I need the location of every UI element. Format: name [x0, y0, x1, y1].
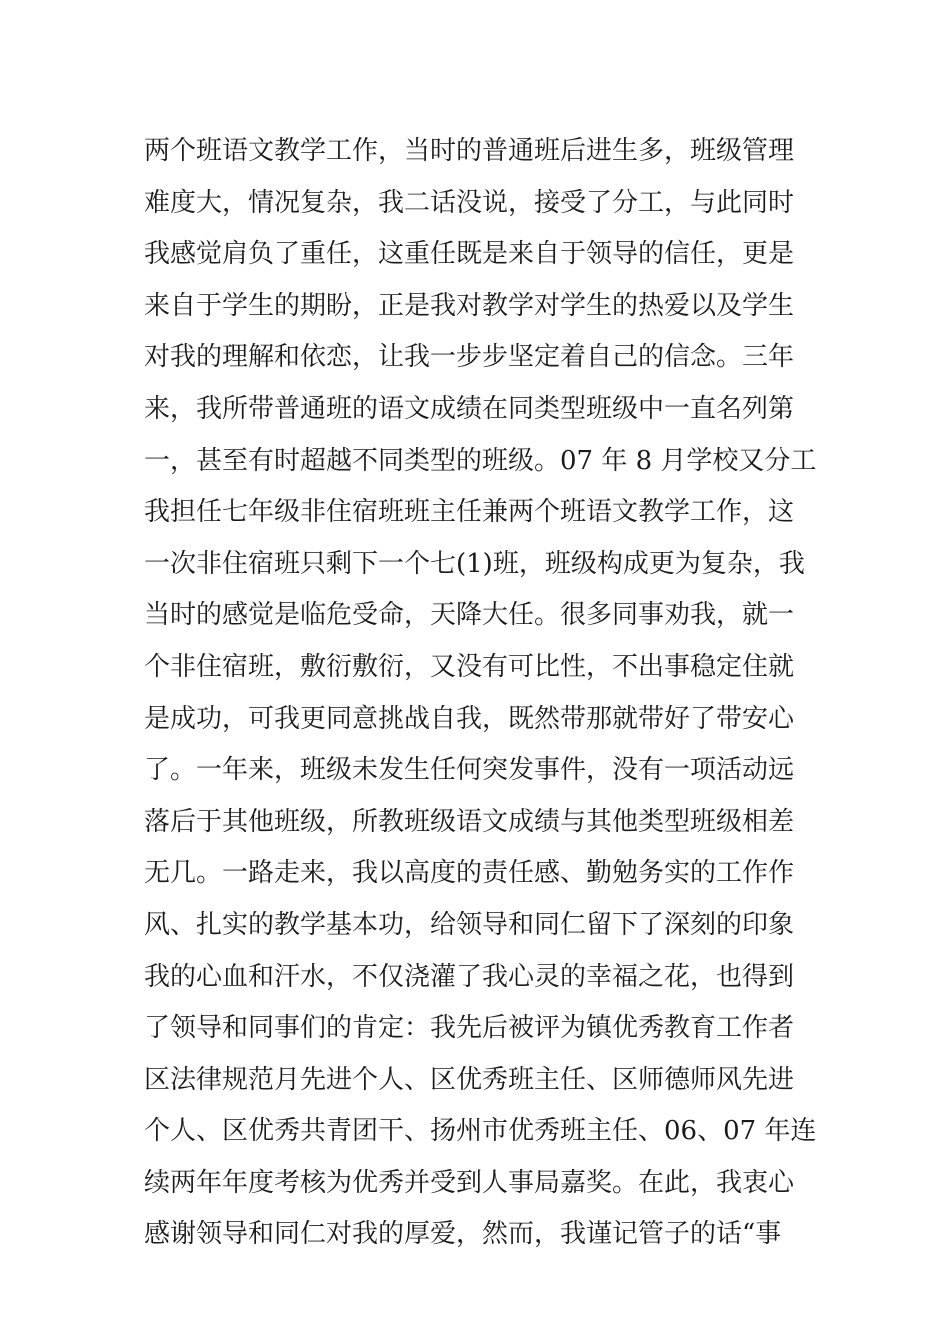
text-line: 我担任七年级非住宿班班主任兼两个班语文教学工作，这	[144, 497, 795, 528]
text-line: 来自于学生的期盼，正是我对教学对学生的热爱以及学生	[144, 290, 795, 321]
text-line: 个人、区优秀共青团干、扬州市优秀班主任、06、07 年连	[144, 1116, 817, 1147]
text-line: 了。一年来，班级未发生任何突发事件，没有一项活动远	[144, 755, 795, 786]
text-line: 了领导和同事们的肯定：我先后被评为镇优秀教育工作者	[144, 1013, 795, 1044]
text-line: 我感觉肩负了重任，这重任既是来自于领导的信任，更是	[144, 239, 795, 270]
text-line: 是成功，可我更同意挑战自我，既然带那就带好了带安心	[144, 703, 795, 734]
text-line: 一，甚至有时超越不同类型的班级。07 年 8 月学校又分工	[144, 445, 817, 476]
text-line: 个非住宿班，敷衍敷衍，又没有可比性，不出事稳定住就	[144, 651, 795, 682]
text-line: 区法律规范月先进个人、区优秀班主任、区师德师风先进	[144, 1064, 795, 1095]
body-text	[144, 126, 824, 1261]
text-line: 无几。一路走来，我以高度的责任感、勤勉务实的工作作	[144, 858, 795, 889]
text-line: 风、扎实的教学基本功，给领导和同仁留下了深刻的印象	[144, 909, 795, 940]
text-line: 对我的理解和依恋，让我一步步坚定着自己的信念。三年	[144, 342, 795, 373]
text-line: 难度大，情况复杂，我二话没说，接受了分工，与此同时	[144, 187, 795, 218]
text-line: 一次非住宿班只剩下一个七(1)班，班级构成更为复杂，我	[144, 548, 805, 579]
text-line: 当时的感觉是临危受命，天降大任。很多同事劝我，就一	[144, 600, 795, 631]
text-line: 来，我所带普通班的语文成绩在同类型班级中一直名列第	[144, 393, 795, 424]
text-line: 续两年年度考核为优秀并受到人事局嘉奖。在此，我衷心	[144, 1167, 795, 1198]
text-line: 感谢领导和同仁对我的厚爱，然而，我谨记管子的话“事	[144, 1219, 782, 1250]
text-line: 我的心血和汗水，不仅浇灌了我心灵的幸福之花，也得到	[144, 961, 795, 992]
text-line: 落后于其他班级，所教班级语文成绩与其他类型班级相差	[144, 806, 795, 837]
text-line: 两个班语文教学工作，当时的普通班后进生多，班级管理	[144, 136, 795, 166]
